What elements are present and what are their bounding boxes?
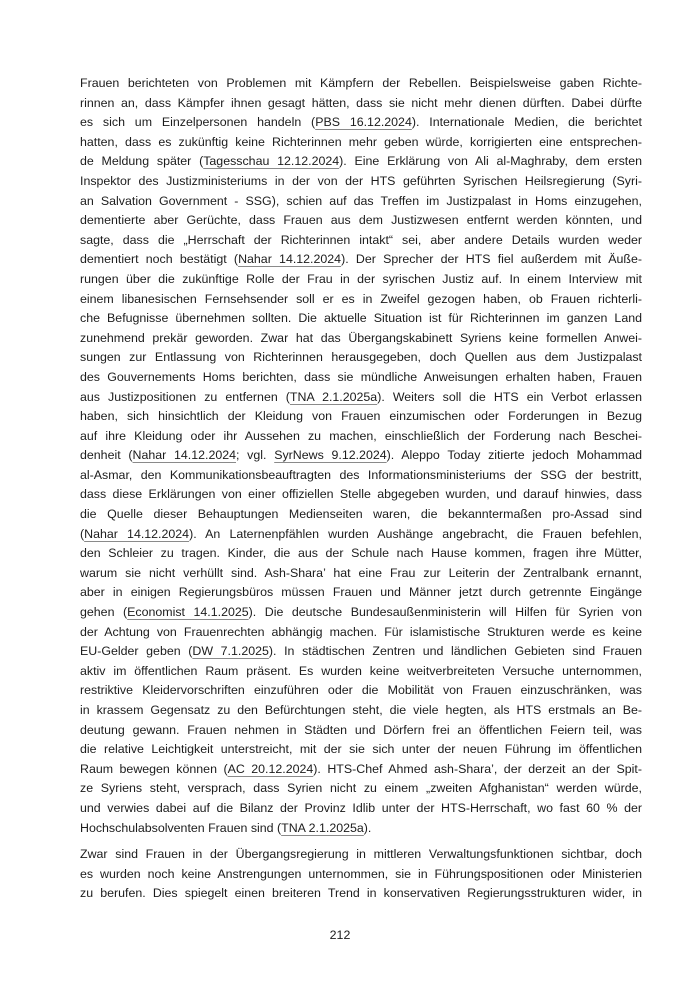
text-line — [80, 760, 642, 780]
reference-link[interactable]: Nahar 14.12.2024 — [84, 526, 190, 541]
text-line — [80, 133, 642, 153]
text-segment: hatten, dass es zukünftig keine Richterinnen mehr geben würde, korrigierten eine entsprechen- — [80, 134, 642, 149]
reference-link[interactable]: AC 20.12.2024 — [227, 761, 314, 776]
text-line — [80, 290, 642, 310]
text-line — [80, 211, 642, 231]
text-segment: ). — [363, 820, 372, 835]
reference-link[interactable]: Nahar 14.12.2024 — [238, 252, 342, 267]
text-segment: ze Syriens steht, versprach, dass Syrien nicht zu einem „zweiten Afghanistan“ werden würde, — [80, 781, 642, 796]
text-segment: haben, sich hinsichtlich der Kleidung von Frauen einzumischen oder Forderungen in Bezug — [80, 409, 642, 424]
text-segment: sungen zur Entlassung von Richterinnen herausgegeben, doch Quellen aus dem Justizpalast — [80, 350, 642, 365]
text-line — [80, 348, 642, 368]
text-segment: in krassem Gegensatz zu den Befürchtungen steht, die viele hegten, als HTS erstmals an Be- — [80, 703, 642, 717]
text-segment: auf ihre Kleidung oder ihr Aussehen zu machen, einschließlich der Forderung nach Beschei- — [80, 428, 642, 443]
text-segment: EU-Gelder geben ( — [80, 644, 193, 659]
text-segment: ). Der Sprecher der HTS fiel außerdem mit Äuße- — [341, 252, 642, 267]
text-line — [80, 819, 642, 839]
text-segment: einem libanesischen Fernsehsender soll er es in Zweifel gezogen haben, ob Frauen richterli- — [80, 291, 642, 306]
text-line — [80, 113, 642, 133]
text-line — [80, 388, 642, 408]
text-segment: und verwies dabei auf die Bilanz der Provinz Idlib unter der HTS-Herrschaft, wo fast 60 % der — [80, 800, 642, 815]
text-line — [80, 603, 642, 623]
text-segment: denheit ( — [80, 448, 133, 463]
reference-link[interactable]: Economist 14.1.2025 — [127, 605, 249, 620]
text-line — [80, 799, 642, 819]
text-segment: sagte, dass die „Herrschaft der Richterinnen intakt“ sei, aber andere Details wurden weder — [80, 232, 642, 247]
reference-link[interactable]: DW 7.1.2025 — [192, 644, 269, 659]
text-line — [80, 250, 642, 270]
text-segment: aus Justizpositionen zu entfernen ( — [80, 389, 290, 404]
text-segment: che Befugnisse übernehmen sollten. Die aktuelle Situation ist für Richterinnen im ganzen Land — [80, 311, 642, 326]
text-line — [80, 865, 642, 885]
text-segment: ). Eine Erklärung von Ali al-Maghraby, dem ersten — [339, 154, 642, 169]
text-line — [80, 74, 642, 94]
text-segment: die relative Leichtigkeit unterstreicht, mit der sie sich unter der neuen Führung im öffentlichen — [80, 742, 642, 757]
text-line — [80, 309, 642, 329]
text-segment: restriktive Kleidervorschriften einzuführen oder die Mobilität von Frauen einzuschränken, was — [80, 683, 642, 698]
text-segment: des Gouvernements Homs berichten, dass sie mündliche Anweisungen erhalten haben, Frauen — [80, 369, 642, 384]
text-segment: Hochschulabsolventen Frauen sind ( — [80, 820, 282, 835]
text-line — [80, 505, 642, 525]
paragraph — [80, 845, 642, 904]
text-line — [80, 681, 642, 701]
text-line — [80, 662, 642, 682]
text-line — [80, 845, 642, 865]
text-segment: aber in einigen Regierungsbüros müssen Frauen und Männer jetzt durch getrennte Eingänge — [80, 585, 642, 600]
text-line — [80, 564, 642, 584]
text-segment: Raum bewegen können ( — [80, 761, 228, 776]
text-segment: der Achtung von Frauenrechten abhängig machen. Für islamistische Strukturen werde es keine — [80, 624, 642, 639]
text-line — [80, 192, 642, 212]
text-segment: dementiert noch bestätigt ( — [80, 252, 239, 267]
text-line — [80, 884, 642, 904]
reference-link[interactable]: TNA 2.1.2025a — [281, 820, 364, 835]
text-segment: aktiv im öffentlichen Raum präsent. Es wurden keine weitverbreiteten Versuche unternommen, — [80, 663, 642, 678]
text-line — [80, 407, 642, 427]
text-segment: ). Weiters soll die HTS ein Verbot erlassen — [377, 389, 642, 404]
text-segment: ). Die deutsche Bundesaußenministerin will Hilfen für Syrien von — [248, 605, 642, 620]
text-segment: rinnen an, dass Kämpfer ihnen gesagt hätten, dass sie nicht mehr dienen dürften. Dabei dürfte — [80, 95, 642, 110]
text-line — [80, 329, 642, 349]
text-line — [80, 152, 642, 172]
text-line — [80, 231, 642, 251]
reference-link[interactable]: TNA 2.1.2025a — [289, 389, 378, 404]
text-segment: Zwar sind Frauen in der Übergangsregierung in mittleren Verwaltungsfunktionen sichtbar, doch — [80, 847, 642, 862]
text-segment: deutung gewann. Frauen nehmen in Städten und Dörfern frei an öffentlichen Feiern teil, was — [80, 722, 642, 737]
text-segment: ( — [80, 526, 85, 541]
text-line — [80, 740, 642, 760]
text-segment: Inspektor des Justizministeriums in der von der HTS geführten Syrischen Heilsregierung (Syri- — [80, 173, 642, 188]
text-line — [80, 623, 642, 643]
text-segment: rungen über die zukünftige Rolle der Frau in der syrischen Justiz auf. In einem Interview mit — [80, 271, 642, 286]
text-line — [80, 485, 642, 505]
text-segment: ; vgl. — [236, 448, 275, 463]
text-line — [80, 701, 642, 721]
text-line — [80, 779, 642, 799]
text-segment: dass diese Erklärungen von einer offiziellen Stelle abgegeben wurden, und darauf hinwies, dass — [80, 487, 642, 502]
text-segment: de Meldung später ( — [80, 154, 204, 169]
text-line — [80, 172, 642, 192]
text-line — [80, 446, 642, 466]
text-line — [80, 525, 642, 545]
text-block — [80, 74, 642, 904]
text-segment: warum sie nicht verhüllt sind. Ash-Shara’ hat eine Frau zur Leiterin der Zentralbank ernannt, — [80, 565, 642, 580]
text-segment: ). In städtischen Zentren und ländlichen Gebieten sind Frauen — [268, 644, 642, 659]
text-line — [80, 642, 642, 662]
text-line — [80, 368, 642, 388]
text-segment: zunehmend prekär geworden. Zwar hat das Übergangskabinett Syriens keine formellen Anwei- — [80, 330, 642, 345]
text-segment: dementierte aber Gerüchte, dass Frauen aus dem Justizwesen entfernt werden könnten, und — [80, 213, 642, 228]
reference-link[interactable]: SyrNews 9.12.2024 — [274, 448, 387, 463]
text-segment: ). Internationale Medien, die berichtet — [411, 115, 642, 130]
text-line — [80, 544, 642, 564]
text-segment: ). An Laternenpfählen wurden Aushänge angebracht, die Frauen befehlen, — [189, 526, 642, 541]
reference-link[interactable]: Tagesschau 12.12.2024 — [203, 154, 340, 169]
text-segment: die Quelle dieser Behauptungen Medienseiten waren, die bekanntermaßen pro-Assad sind — [80, 507, 642, 522]
text-line — [80, 94, 642, 114]
text-line — [80, 270, 642, 290]
page-number: 212 — [329, 928, 351, 942]
text-segment: ). Aleppo Today zitierte jedoch Mohammad — [386, 448, 642, 463]
text-segment: an Salvation Government - SSG), schien auf das Treffen im Justizpalast in Homs einzugehen, — [80, 193, 642, 208]
text-segment: gehen ( — [80, 605, 128, 620]
text-line — [80, 466, 642, 486]
text-segment: al-Asmar, den Kommunikationsbeauftragten des Informationsministeriums der SSG der bestritt, — [80, 467, 642, 482]
text-segment: es wurden noch keine Anstrengungen unternommen, sie in Führungspositionen oder Ministerien — [80, 866, 642, 881]
text-segment: Frauen berichteten von Problemen mit Kämpfern der Rebellen. Beispielsweise gaben Richte- — [80, 76, 642, 90]
paragraph — [80, 74, 642, 838]
text-line — [80, 427, 642, 447]
text-line — [80, 721, 642, 741]
reference-link[interactable]: Nahar 14.12.2024 — [132, 448, 237, 463]
text-segment: es sich um Einzelpersonen handeln ( — [80, 115, 316, 130]
reference-link[interactable]: PBS 16.12.2024 — [315, 115, 412, 130]
text-line — [80, 583, 642, 603]
text-segment: den Schleier zu tragen. Kinder, die aus der Schule nach Hause kommen, fragen ihre Mütter, — [80, 546, 642, 561]
text-segment: zu berufen. Dies spiegelt einen breiteren Trend in konservativen Regierungsstrukturen wider, in — [80, 886, 642, 901]
text-segment: ). HTS-Chef Ahmed ash-Shara’, der derzeit an der Spit- — [313, 761, 642, 776]
